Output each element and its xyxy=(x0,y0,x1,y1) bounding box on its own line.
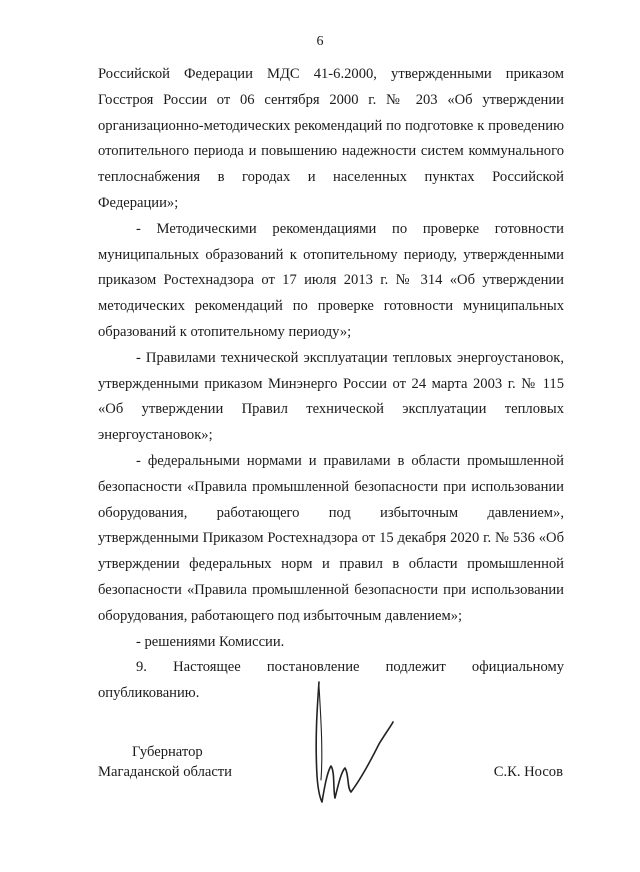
document-body xyxy=(98,62,564,707)
paragraph-technical-rules: - Правилами технической эксплуатации тепловых энергоустановок, утвержденными приказом Минэнерго России от 24 марта 2003 г. № 115 «Об утверждении Правил технической эксплуатации тепловых энергоустановок»; xyxy=(98,349,564,444)
page-number: 6 xyxy=(316,34,324,49)
paragraph-publication-clause: 9. Настоящее постановление подлежит официальному опубликованию. xyxy=(98,659,564,702)
handwritten-signature xyxy=(305,680,395,810)
governor-title-line2: Магаданской области xyxy=(98,764,232,780)
governor-title xyxy=(98,742,232,782)
paragraph-federal-norms: - федеральными нормами и правилами в области промышленной безопасности «Правила промышленной безопасности при использовании оборудования, работающего под избыточным давлением», утвержденными Приказом Ростехнадзора от 15 декабря 2020 г. № 536 «Об утверждении федеральных норм и правил в области промышленной безопасности «Правила промышленной безопасности при использовании оборудования, работающего под избыточным давлением»; xyxy=(98,452,564,624)
paragraph-mds-reference: Российской Федерации МДС 41-6.2000, утвержденными приказом Госстроя России от 06 сентября 2000 г. № 203 «Об утверждении организационно-методических рекомендаций по подготовке к проведению отопительного периода и повышению надежности систем коммунального теплоснабжения в городах и населенных пунктах Российской Федерации»; xyxy=(98,66,564,211)
signatory-name: С.К. Носов xyxy=(493,764,563,780)
governor-title-line1: Губернатор xyxy=(132,744,203,760)
paragraph-commission-decisions: - решениями Комиссии. xyxy=(136,633,285,650)
paragraph-method-recommendations: - Методическими рекомендациями по проверке готовности муниципальных образований к отопительному периоду, утвержденными приказом Ростехнадзора от 17 июля 2013 г. № 314 «Об утверждении методических рекомендаций по проверке готовности муниципальных образований к отопительному периоду»; xyxy=(98,220,564,340)
